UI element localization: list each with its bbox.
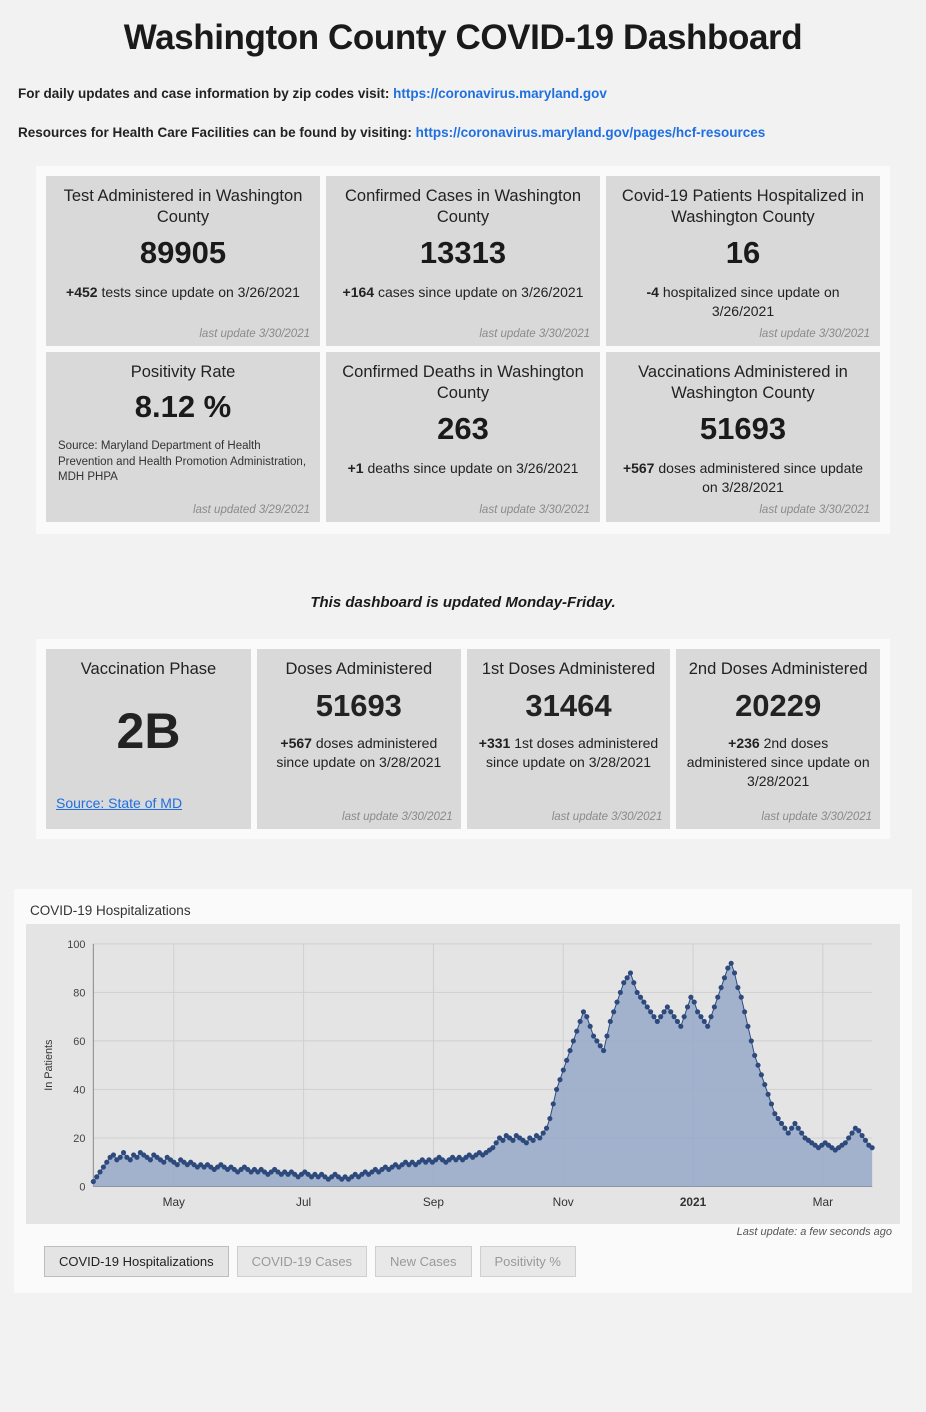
vax-delta — [686, 734, 870, 791]
chart-tabs — [26, 1238, 900, 1287]
stat-label: Test Administered in Washington County — [63, 186, 303, 227]
vax-card-phase — [46, 649, 251, 829]
stat-delta-number: +452 — [66, 283, 98, 300]
vax-value: 20229 — [735, 688, 822, 724]
stat-delta-text: tests since update on 3/26/2021 — [101, 283, 300, 300]
stat-delta-number: +164 — [342, 283, 375, 300]
vax-delta-number: +567 — [280, 735, 312, 752]
svg-text:40: 40 — [73, 1084, 86, 1097]
stat-label: Vaccinations Administered in Washington County — [638, 362, 848, 403]
vax-delta-text: 1st doses administered since update on 3/28/2021 — [485, 735, 659, 771]
dashboard-page — [0, 18, 926, 1412]
svg-text:Mar: Mar — [812, 1195, 834, 1210]
vax-delta — [477, 734, 661, 772]
stat-source: Source: Maryland Department of Health Prevention and Health Promotion Administration, MDH PHPA — [58, 440, 307, 484]
page-title: Washington County COVID-19 Dashboard — [123, 18, 803, 57]
stat-value: 8.12 % — [134, 389, 232, 425]
stat-value: 13313 — [419, 234, 507, 270]
coronavirus-maryland-link[interactable]: https://coronavirus.maryland.gov — [393, 86, 607, 101]
stat-delta — [618, 283, 868, 321]
chart-plot — [36, 934, 886, 1220]
update-schedule-note: This dashboard is updated Monday-Friday. — [310, 593, 616, 611]
stat-updated: last update 3/30/2021 — [479, 503, 590, 516]
stats-row-2 — [46, 352, 880, 522]
svg-text:In Patients: In Patients — [42, 1039, 55, 1091]
stat-updated: last update 3/30/2021 — [479, 327, 590, 340]
stat-card-confirmed-cases — [326, 176, 600, 346]
vaccination-panel — [36, 639, 890, 839]
stat-label: Positivity Rate — [130, 362, 236, 381]
vax-updated: last update 3/30/2021 — [761, 810, 873, 823]
vax-delta — [267, 734, 451, 772]
chart-panel — [14, 889, 912, 1293]
stat-card-hospitalized — [606, 176, 880, 346]
vax-updated: last update 3/30/2021 — [342, 810, 453, 823]
stat-card-tests-administered — [46, 176, 320, 346]
tab-new-cases[interactable]: New Cases — [375, 1246, 471, 1277]
stat-updated: last update 3/30/2021 — [759, 327, 870, 340]
stat-delta — [338, 459, 588, 478]
tab-positivity[interactable]: Positivity % — [480, 1246, 576, 1277]
vax-card-first-doses — [467, 649, 671, 829]
stat-label: Confirmed Cases in Washington County — [345, 186, 581, 227]
vax-label: 2nd Doses Administered — [688, 659, 868, 678]
stat-delta-number: +567 — [622, 459, 655, 476]
vax-delta-number: +236 — [728, 735, 760, 752]
stats-row-1 — [46, 176, 880, 346]
vax-card-doses-administered — [257, 649, 461, 829]
stat-updated: last update 3/30/2021 — [759, 503, 870, 516]
svg-text:Sep: Sep — [422, 1195, 444, 1210]
state-of-md-source-link[interactable]: Source: State of MD — [56, 794, 183, 811]
vax-card-second-doses — [676, 649, 880, 829]
stat-delta-text: deaths since update on 3/26/2021 — [367, 459, 579, 476]
stat-card-positivity-rate — [46, 352, 320, 522]
stat-value: 51693 — [699, 410, 787, 446]
vax-value: 31464 — [525, 688, 612, 724]
hospitalizations-area-chart[interactable] — [36, 934, 886, 1220]
intro-line-1 — [18, 84, 908, 105]
intro-line-1-text: For daily updates and case information by zip codes visit: — [18, 86, 390, 101]
intro-line-2-text: Resources for Health Care Facilities can be found by visiting: — [18, 124, 412, 140]
intro-line-2 — [18, 123, 908, 144]
stat-delta-number: +1 — [347, 459, 364, 476]
svg-text:60: 60 — [73, 1035, 86, 1048]
intro-links — [0, 84, 926, 144]
stat-delta — [338, 283, 588, 302]
vax-delta-text: doses administered since update on 3/28/2021 — [276, 735, 442, 771]
vax-value: 51693 — [315, 688, 402, 724]
vax-updated: last update 3/30/2021 — [551, 810, 663, 823]
stat-updated: last update 3/30/2021 — [199, 327, 310, 340]
chart-title: COVID-19 Hospitalizations — [30, 902, 191, 918]
stat-delta-text: cases since update on 3/26/2021 — [377, 283, 584, 300]
stat-delta — [618, 459, 868, 497]
svg-text:2021: 2021 — [679, 1195, 707, 1210]
stat-delta — [58, 283, 308, 302]
svg-text:80: 80 — [73, 987, 86, 1000]
chart-last-update: Last update: a few seconds ago — [736, 1225, 892, 1238]
svg-text:Nov: Nov — [552, 1195, 574, 1210]
stat-value: 16 — [725, 234, 761, 270]
stat-label: Covid-19 Patients Hospitalized in Washington County — [621, 186, 865, 227]
stat-delta-number: -4 — [646, 283, 659, 300]
vax-label: Vaccination Phase — [80, 659, 217, 678]
stat-updated: last updated 3/29/2021 — [192, 503, 310, 516]
stat-label: Confirmed Deaths in Washington County — [342, 362, 584, 403]
chart-area — [26, 924, 900, 1224]
svg-text:0: 0 — [79, 1181, 86, 1194]
tab-cases[interactable]: COVID-19 Cases — [237, 1246, 367, 1277]
stat-card-confirmed-deaths — [326, 352, 600, 522]
vax-delta-text: 2nd doses administered since update on 3/28/2021 — [686, 735, 870, 790]
stat-value: 263 — [437, 410, 489, 446]
stat-delta-text: doses administered since update on 3/28/2021 — [658, 459, 864, 495]
vax-value: 2B — [116, 703, 181, 760]
tab-hospitalizations[interactable]: COVID-19 Hospitalizations — [44, 1246, 229, 1277]
stat-value: 89905 — [139, 234, 227, 270]
stats-panel — [36, 166, 890, 534]
vax-label: Doses Administered — [285, 659, 433, 678]
vax-label: 1st Doses Administered — [481, 659, 656, 678]
svg-text:100: 100 — [67, 938, 86, 951]
svg-text:20: 20 — [73, 1132, 86, 1145]
vax-delta-number: +331 — [478, 735, 511, 752]
svg-text:Jul: Jul — [296, 1195, 312, 1210]
hcf-resources-link[interactable]: https://coronavirus.maryland.gov/pages/hcf-resources — [415, 124, 766, 140]
svg-text:May: May — [162, 1195, 185, 1210]
stat-delta-text: hospitalized since update on 3/26/2021 — [662, 283, 840, 319]
stat-card-vaccinations — [606, 352, 880, 522]
